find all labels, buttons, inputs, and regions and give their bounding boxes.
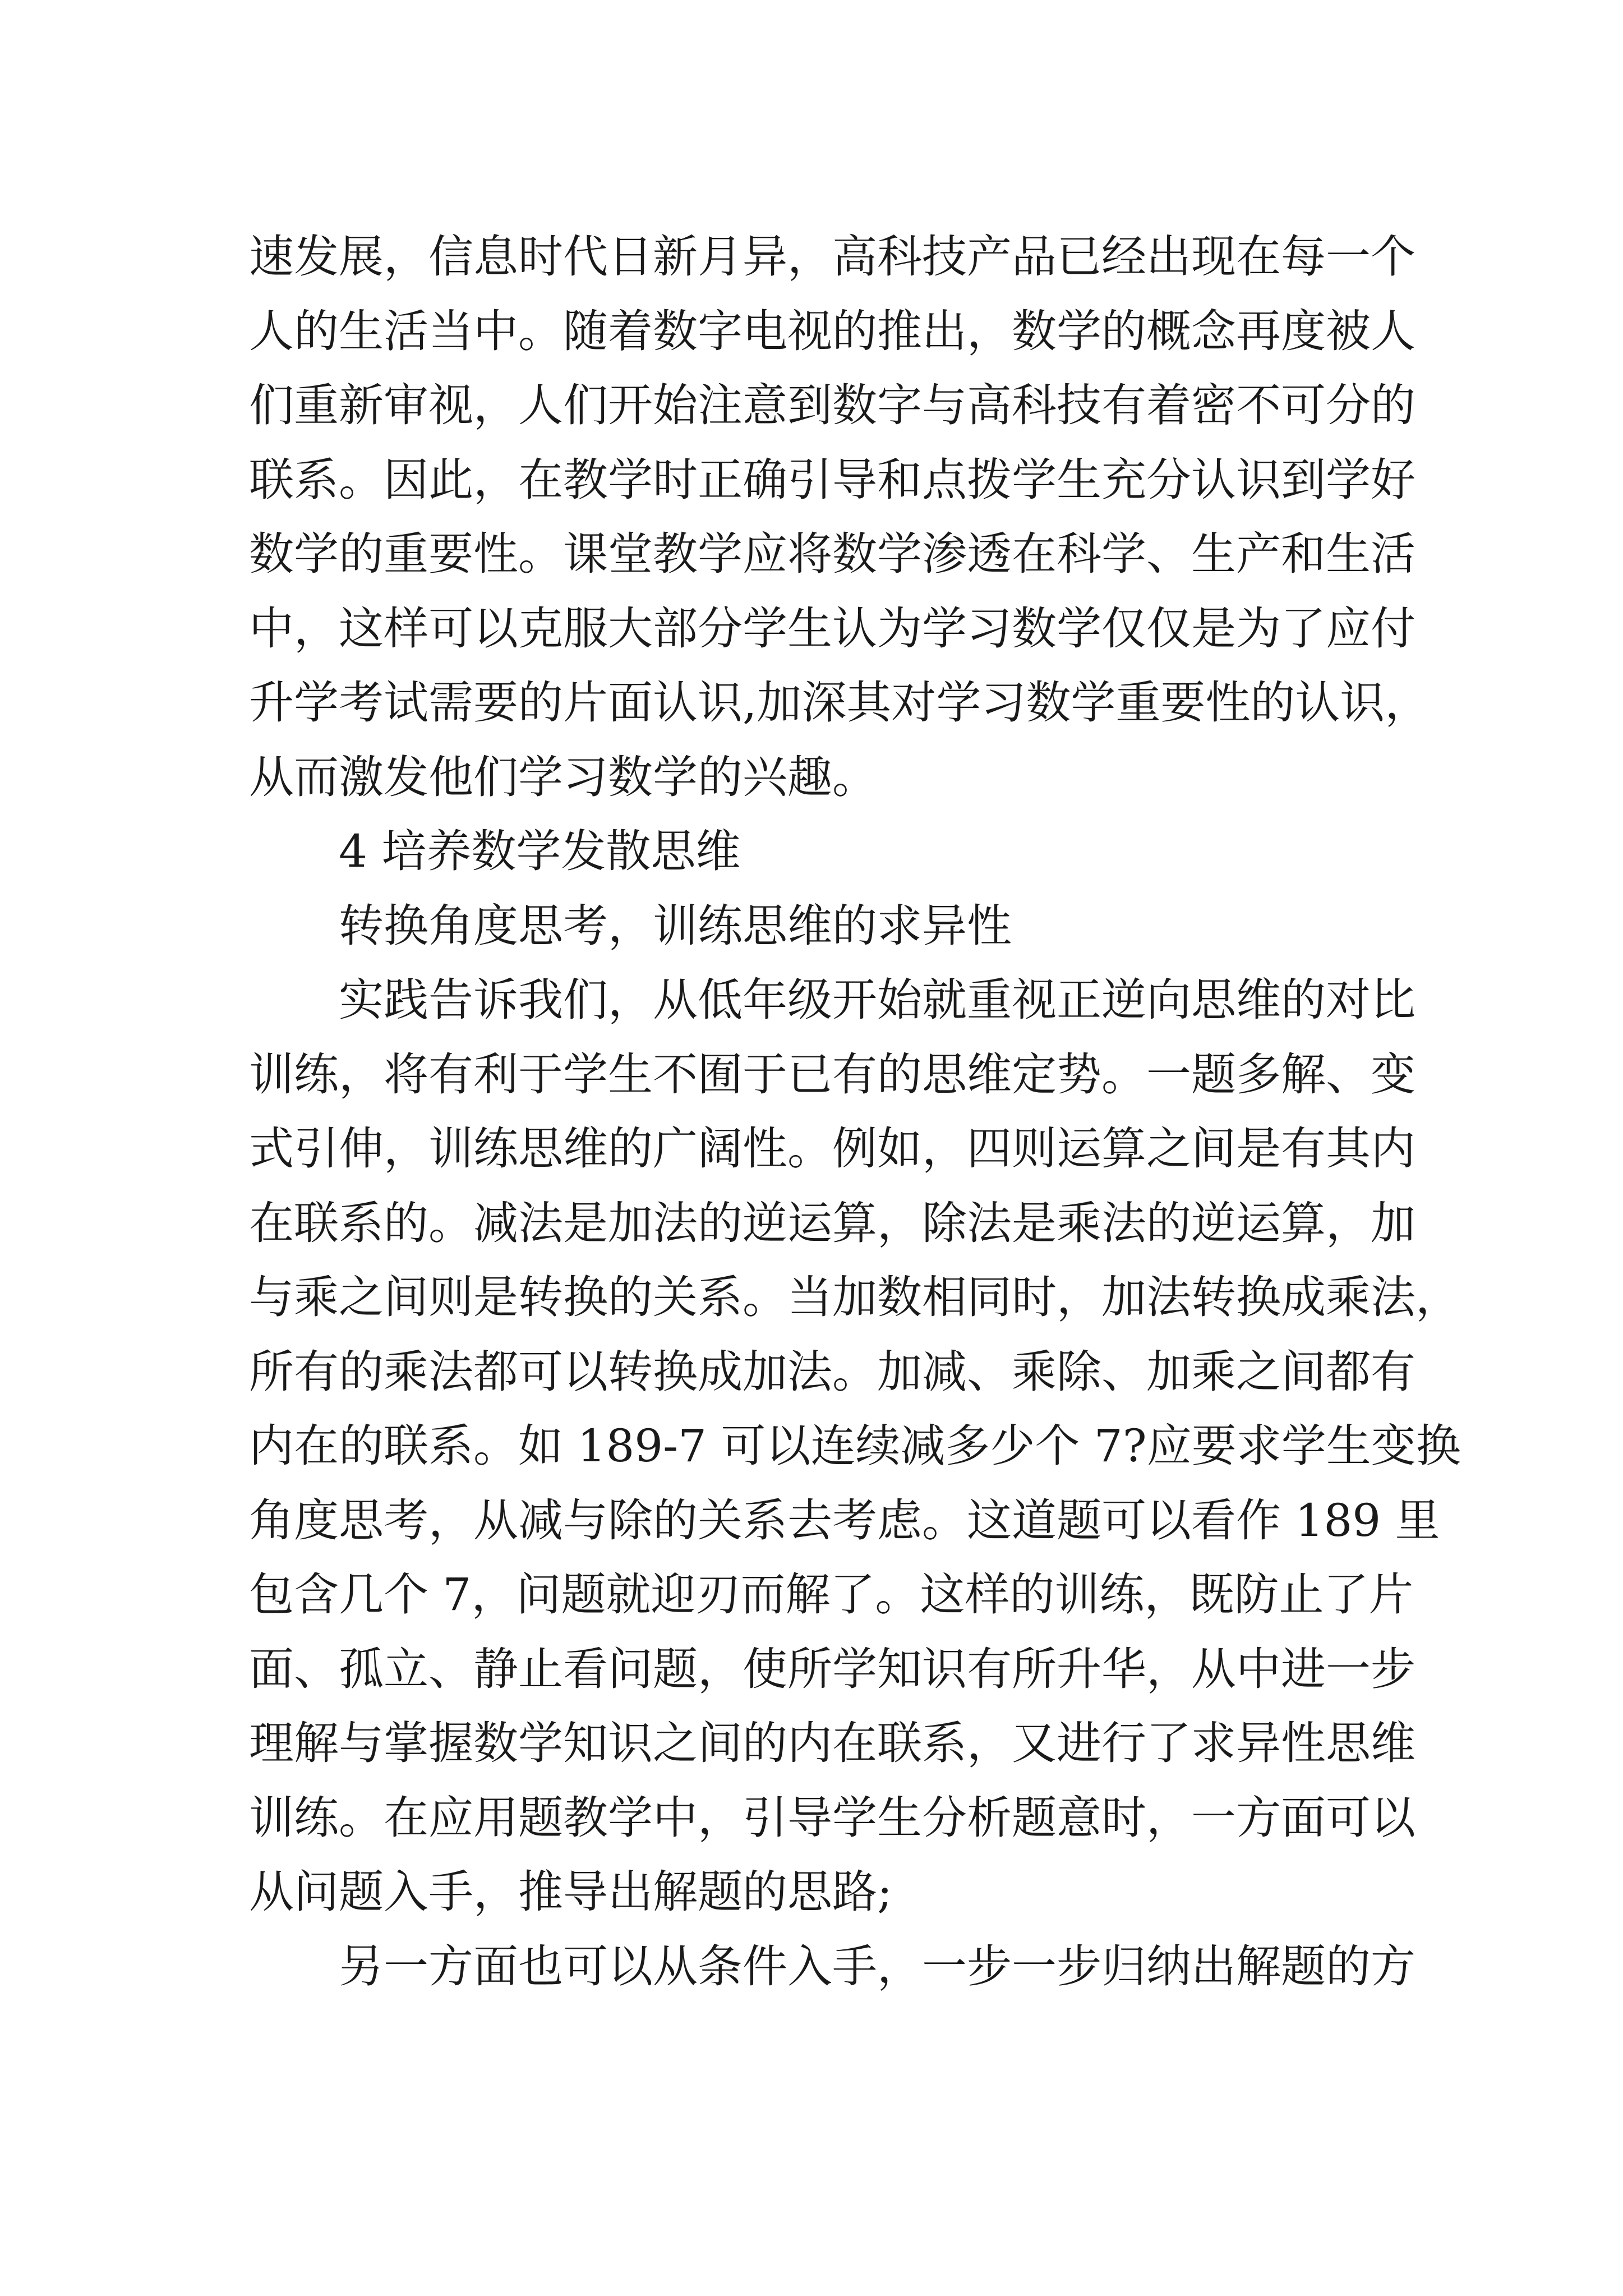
text-line: 们重新审视，人们开始注意到数字与高科技有着密不可分的 — [249, 379, 1415, 431]
paragraph-1 — [249, 220, 1430, 815]
text-line: 从而激发他们学习数学的兴趣。 — [249, 751, 877, 803]
text-line: 从问题入手，推导出解题的思路; — [249, 1866, 892, 1918]
text-line: 理解与掌握数学知识之间的内在联系，又进行了求异性思维 — [249, 1717, 1415, 1769]
text-line: 数学的重要性。课堂教学应将数学渗透在科学、生产和生活 — [249, 528, 1415, 580]
text-line: 另一方面也可以从条件入手，一步一步归纳出解题的方 — [339, 1940, 1415, 1993]
text-line: 联系。因此，在教学时正确引导和点拨学生充分认识到学好 — [249, 453, 1415, 506]
text-line: 包含几个 7，问题就迎刃而解了。这样的训练，既防止了片 — [249, 1568, 1414, 1621]
section-heading — [249, 815, 1376, 889]
subsection-heading — [249, 889, 1376, 964]
text-line: 升学考试需要的片面认识,加深其对学习数学重要性的认识， — [249, 677, 1430, 729]
text-line: 在联系的。减法是加法的逆运算，除法是乘法的逆运算，加 — [249, 1197, 1415, 1249]
text-line: 所有的乘法都可以转换成加法。加减、乘除、加乘之间都有 — [249, 1345, 1415, 1398]
text-line: 内在的联系。如 189-7 可以连续减多少个 7?应要求学生变换 — [249, 1420, 1461, 1472]
text-line: 中，这样可以克服大部分学生认为学习数学仅仅是为了应付 — [249, 602, 1415, 655]
text-line: 实践告诉我们，从低年级开始就重视正逆向思维的对比 — [339, 974, 1415, 1026]
text-line: 面、孤立、静止看问题，使所学知识有所升华，从中进一步 — [249, 1642, 1415, 1695]
paragraph-3 — [249, 1930, 1415, 2004]
text-line: 人的生活当中。随着数字电视的推出，数学的概念再度被人 — [249, 305, 1415, 357]
text-line: 式引伸，训练思维的广阔性。例如，四则运算之间是有其内 — [249, 1122, 1415, 1175]
heading-line: 转换角度思考，训练思维的求异性 — [339, 899, 1012, 952]
text-line: 训练，将有利于学生不囿于已有的思维定势。一题多解、变 — [249, 1048, 1415, 1101]
heading-line: 4 培养数学发散思维 — [339, 825, 741, 877]
document-body — [249, 220, 1461, 2004]
text-line: 训练。在应用题教学中，引导学生分析题意时，一方面可以 — [249, 1791, 1415, 1844]
text-line: 角度思考，从减与除的关系去考虑。这道题可以看作 189 里 — [249, 1494, 1440, 1547]
text-line: 与乘之间则是转换的关系。当加数相同时，加法转换成乘法， — [249, 1271, 1460, 1323]
text-line: 速发展，信息时代日新月异，高科技产品已经出现在每一个 — [249, 231, 1415, 283]
paragraph-2 — [249, 963, 1461, 1930]
